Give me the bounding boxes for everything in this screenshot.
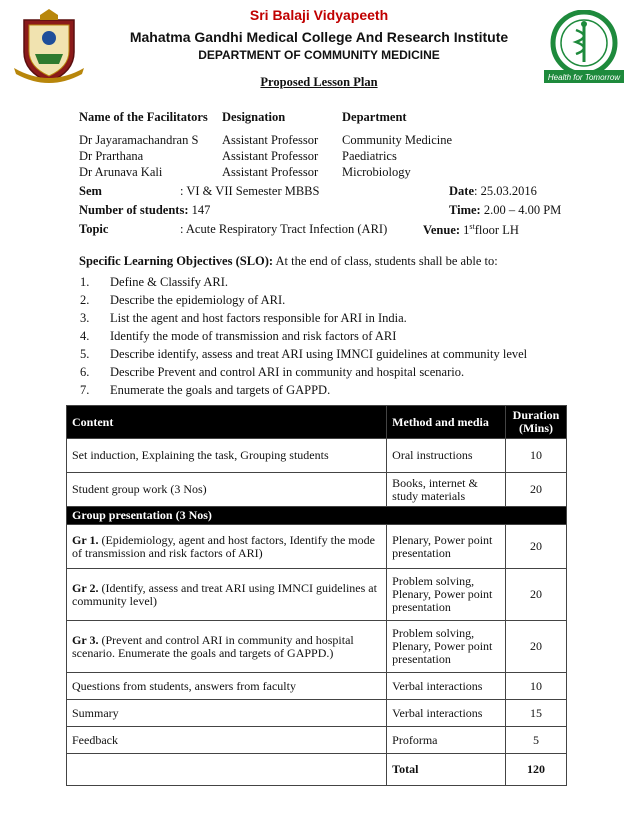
- group-label: Gr 1.: [72, 532, 99, 547]
- list-item-number: 7.: [80, 383, 90, 397]
- venue-label: Venue:: [423, 223, 461, 238]
- slo-intro: At the end of class, students shall be able to:: [273, 254, 498, 268]
- row-content: Summary: [67, 700, 387, 727]
- row-content: [67, 569, 387, 621]
- students-value: 147: [188, 203, 211, 217]
- row-method: Problem solving, Plenary, Power point presentation: [387, 621, 506, 673]
- sem-label: Sem: [79, 184, 102, 198]
- list-item: [80, 291, 580, 309]
- row-content: Set induction, Explaining the task, Grouping students: [67, 439, 387, 473]
- row-content: [67, 525, 387, 569]
- lesson-plan-table: [66, 405, 567, 786]
- slo-list: [80, 273, 580, 399]
- list-item-number: 2.: [80, 293, 90, 307]
- list-item-text: Define & Classify ARI.: [110, 275, 229, 289]
- table-row: [67, 673, 567, 700]
- list-item: [80, 363, 580, 381]
- topic-value: : Acute Respiratory Tract Infection (ARI): [180, 222, 388, 236]
- table-row: [67, 525, 567, 569]
- list-item-text: List the agent and host factors responsible for ARI in India.: [110, 311, 407, 325]
- department-name: DEPARTMENT OF COMMUNITY MEDICINE: [198, 48, 440, 62]
- facilitator-name: Dr Prarthana: [79, 149, 144, 163]
- list-item-text: Identify the mode of transmission and risk factors of ARI: [110, 329, 397, 343]
- group-content: (Prevent and control ARI in community and hospital scenario. Enumerate the goals and targets of GAPPD.): [72, 632, 354, 660]
- designation-header: Designation: [222, 110, 286, 124]
- venue-line: [423, 222, 519, 238]
- list-item-text: Describe the epidemiology of ARI.: [110, 293, 286, 307]
- list-item: [80, 309, 580, 327]
- row-content: Questions from students, answers from faculty: [67, 673, 387, 700]
- total-value: 120: [506, 754, 567, 786]
- time-label: Time:: [449, 203, 481, 217]
- row-duration: 20: [506, 621, 567, 673]
- content-column-header: Content: [67, 406, 387, 439]
- row-duration: 20: [506, 525, 567, 569]
- list-item-number: 4.: [80, 329, 90, 343]
- list-item-number: 1.: [80, 275, 90, 289]
- list-item: [80, 273, 580, 291]
- table-row: [67, 569, 567, 621]
- group-label: Gr 2.: [72, 580, 99, 595]
- total-label: Total: [387, 754, 506, 786]
- row-method: Oral instructions: [387, 439, 506, 473]
- row-duration: 5: [506, 727, 567, 754]
- venue-value-rest: floor LH: [474, 223, 519, 238]
- row-method: Verbal interactions: [387, 673, 506, 700]
- college-name: Mahatma Gandhi Medical College And Research Institute: [129, 29, 509, 45]
- emblem-banner-text: Health for Tomorrow: [547, 73, 621, 82]
- row-duration: 10: [506, 673, 567, 700]
- facilitator-name: Dr Arunava Kali: [79, 165, 163, 179]
- total-row: [67, 754, 567, 786]
- list-item-text: Describe Prevent and control ARI in community and hospital scenario.: [110, 365, 465, 379]
- facilitator-department: Paediatrics: [342, 149, 397, 163]
- row-duration: 20: [506, 569, 567, 621]
- slo-label: Specific Learning Objectives (SLO):: [79, 254, 274, 268]
- table-row: [67, 727, 567, 754]
- topic-label: Topic: [79, 222, 109, 236]
- date-label: Date: [449, 184, 474, 198]
- students-line: [79, 203, 210, 218]
- row-method: Problem solving, Plenary, Power point presentation: [387, 569, 506, 621]
- facilitator-designation: Assistant Professor: [222, 149, 319, 163]
- list-item-text: Describe identify, assess and treat ARI using IMNCI guidelines at community level: [110, 347, 528, 361]
- students-label: Number of students:: [79, 203, 189, 217]
- list-item-number: 3.: [80, 311, 90, 325]
- method-column-header: Method and media: [387, 406, 506, 439]
- time-value: 2.00 – 4.00 PM: [480, 203, 562, 217]
- date-value: : 25.03.2016: [474, 184, 537, 198]
- table-row: [67, 621, 567, 673]
- university-name: Sri Balaji Vidyapeeth: [249, 7, 389, 23]
- row-content: Feedback: [67, 727, 387, 754]
- department-header: Department: [342, 110, 407, 124]
- group-label: Gr 3.: [72, 632, 99, 647]
- group-presentation-row: [67, 507, 567, 525]
- row-content: Student group work (3 Nos): [67, 473, 387, 507]
- row-content: [67, 621, 387, 673]
- row-method: Proforma: [387, 727, 506, 754]
- list-item: [80, 327, 580, 345]
- duration-header-line2: (Mins): [519, 421, 553, 435]
- group-content: (Identify, assess and treat ARI using IMNCI guidelines at community level): [72, 580, 377, 608]
- facilitator-designation: Assistant Professor: [222, 165, 319, 179]
- total-empty-cell: [67, 754, 387, 786]
- table-row: [67, 439, 567, 473]
- list-item-text: Enumerate the goals and targets of GAPPD.: [110, 383, 331, 397]
- duration-header-line1: Duration: [512, 408, 560, 422]
- row-duration: 10: [506, 439, 567, 473]
- list-item-number: 5.: [80, 347, 90, 361]
- lesson-plan-title: Proposed Lesson Plan: [260, 75, 378, 89]
- table-header-row: [67, 406, 567, 439]
- venue-value: 1: [460, 223, 470, 238]
- sem-value: : VI & VII Semester MBBS: [180, 184, 320, 198]
- date-line: [449, 184, 537, 199]
- row-method: Verbal interactions: [387, 700, 506, 727]
- venue-superscript: st: [469, 222, 475, 231]
- list-item-number: 6.: [80, 365, 90, 379]
- facilitators-header: Name of the Facilitators: [79, 110, 208, 124]
- facilitator-designation: Assistant Professor: [222, 133, 319, 147]
- row-duration: 20: [506, 473, 567, 507]
- time-line: [449, 203, 561, 218]
- list-item: [80, 381, 580, 399]
- row-method: Books, internet & study materials: [387, 473, 506, 507]
- row-method: Plenary, Power point presentation: [387, 525, 506, 569]
- facilitator-name: Dr Jayaramachandran S: [79, 133, 199, 147]
- slo-heading: [79, 254, 498, 269]
- facilitator-department: Community Medicine: [342, 133, 453, 147]
- group-presentation-header: Group presentation (3 Nos): [67, 507, 567, 525]
- table-row: [67, 473, 567, 507]
- group-content: (Epidemiology, agent and host factors, Identify the mode of transmission and risk factors of ARI): [72, 532, 375, 560]
- list-item: [80, 345, 580, 363]
- row-duration: 15: [506, 700, 567, 727]
- duration-column-header: [506, 406, 567, 439]
- table-row: [67, 700, 567, 727]
- facilitator-department: Microbiology: [342, 165, 411, 179]
